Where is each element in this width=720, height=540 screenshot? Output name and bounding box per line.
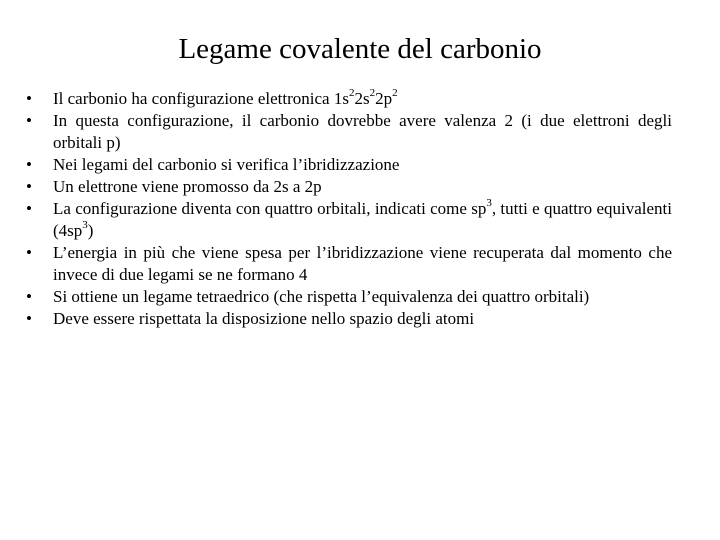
bullet-item xyxy=(26,198,672,242)
bullet-text-segment: ) xyxy=(87,221,94,240)
superscript: 3 xyxy=(486,197,492,210)
superscript: 2 xyxy=(348,87,355,100)
bullet-item xyxy=(26,308,672,330)
bullet-text xyxy=(53,287,589,306)
bullet-text xyxy=(53,89,398,108)
bullet-item xyxy=(26,88,672,110)
bullet-text-segment: Nei legami del carbonio si verifica l’ibridizzazione xyxy=(53,155,400,174)
bullet-text xyxy=(53,309,474,328)
bullet-dot-icon: • xyxy=(26,111,32,130)
bullet-text xyxy=(53,111,672,152)
superscript: 2 xyxy=(369,87,376,100)
bullet-item xyxy=(26,242,672,286)
bullet-text-segment: La configurazione diventa con quattro orbitali, indicati come sp xyxy=(53,199,487,218)
bullet-text-segment: 2s xyxy=(354,89,370,108)
bullet-text xyxy=(53,199,672,240)
bullet-dot-icon: • xyxy=(26,89,32,108)
bullet-dot-icon: • xyxy=(26,287,32,306)
bullet-text-segment: , tutti e quattro equivalenti (4sp xyxy=(53,199,672,240)
bullet-dot-icon: • xyxy=(26,199,32,218)
slide-title: Legame covalente del carbonio xyxy=(178,33,542,65)
bullet-list xyxy=(26,88,672,330)
bullet-dot-icon: • xyxy=(26,155,32,174)
bullet-item xyxy=(26,154,672,176)
bullet-text xyxy=(53,177,322,196)
bullet-text-segment: Un elettrone viene promosso da 2s a 2p xyxy=(53,177,322,196)
bullet-text xyxy=(53,243,672,284)
bullet-text-segment: Il carbonio ha configurazione elettronica 1s xyxy=(53,89,349,108)
bullet-text-segment: Deve essere rispettata la disposizione nello spazio degli atomi xyxy=(53,309,475,328)
superscript: 2 xyxy=(392,87,398,100)
bullet-text-segment: In questa configurazione, il carbonio dovrebbe avere valenza 2 (i due elettroni degli orbitali p) xyxy=(53,111,672,152)
bullet-text xyxy=(53,155,399,174)
bullet-item xyxy=(26,176,672,198)
bullet-dot-icon: • xyxy=(26,243,32,262)
bullet-text-segment: Si ottiene un legame tetraedrico (che rispetta l’equivalenza dei quattro orbitali) xyxy=(53,287,590,306)
bullet-item xyxy=(26,110,672,154)
bullet-dot-icon: • xyxy=(26,309,32,328)
bullet-item xyxy=(26,286,672,308)
bullet-text-segment: 2p xyxy=(375,89,393,108)
superscript: 3 xyxy=(82,219,88,232)
bullet-dot-icon: • xyxy=(26,177,32,196)
bullet-text-segment: L’energia in più che viene spesa per l’ibridizzazione viene recuperata dal momento che invece di due legami se ne formano 4 xyxy=(53,243,672,284)
